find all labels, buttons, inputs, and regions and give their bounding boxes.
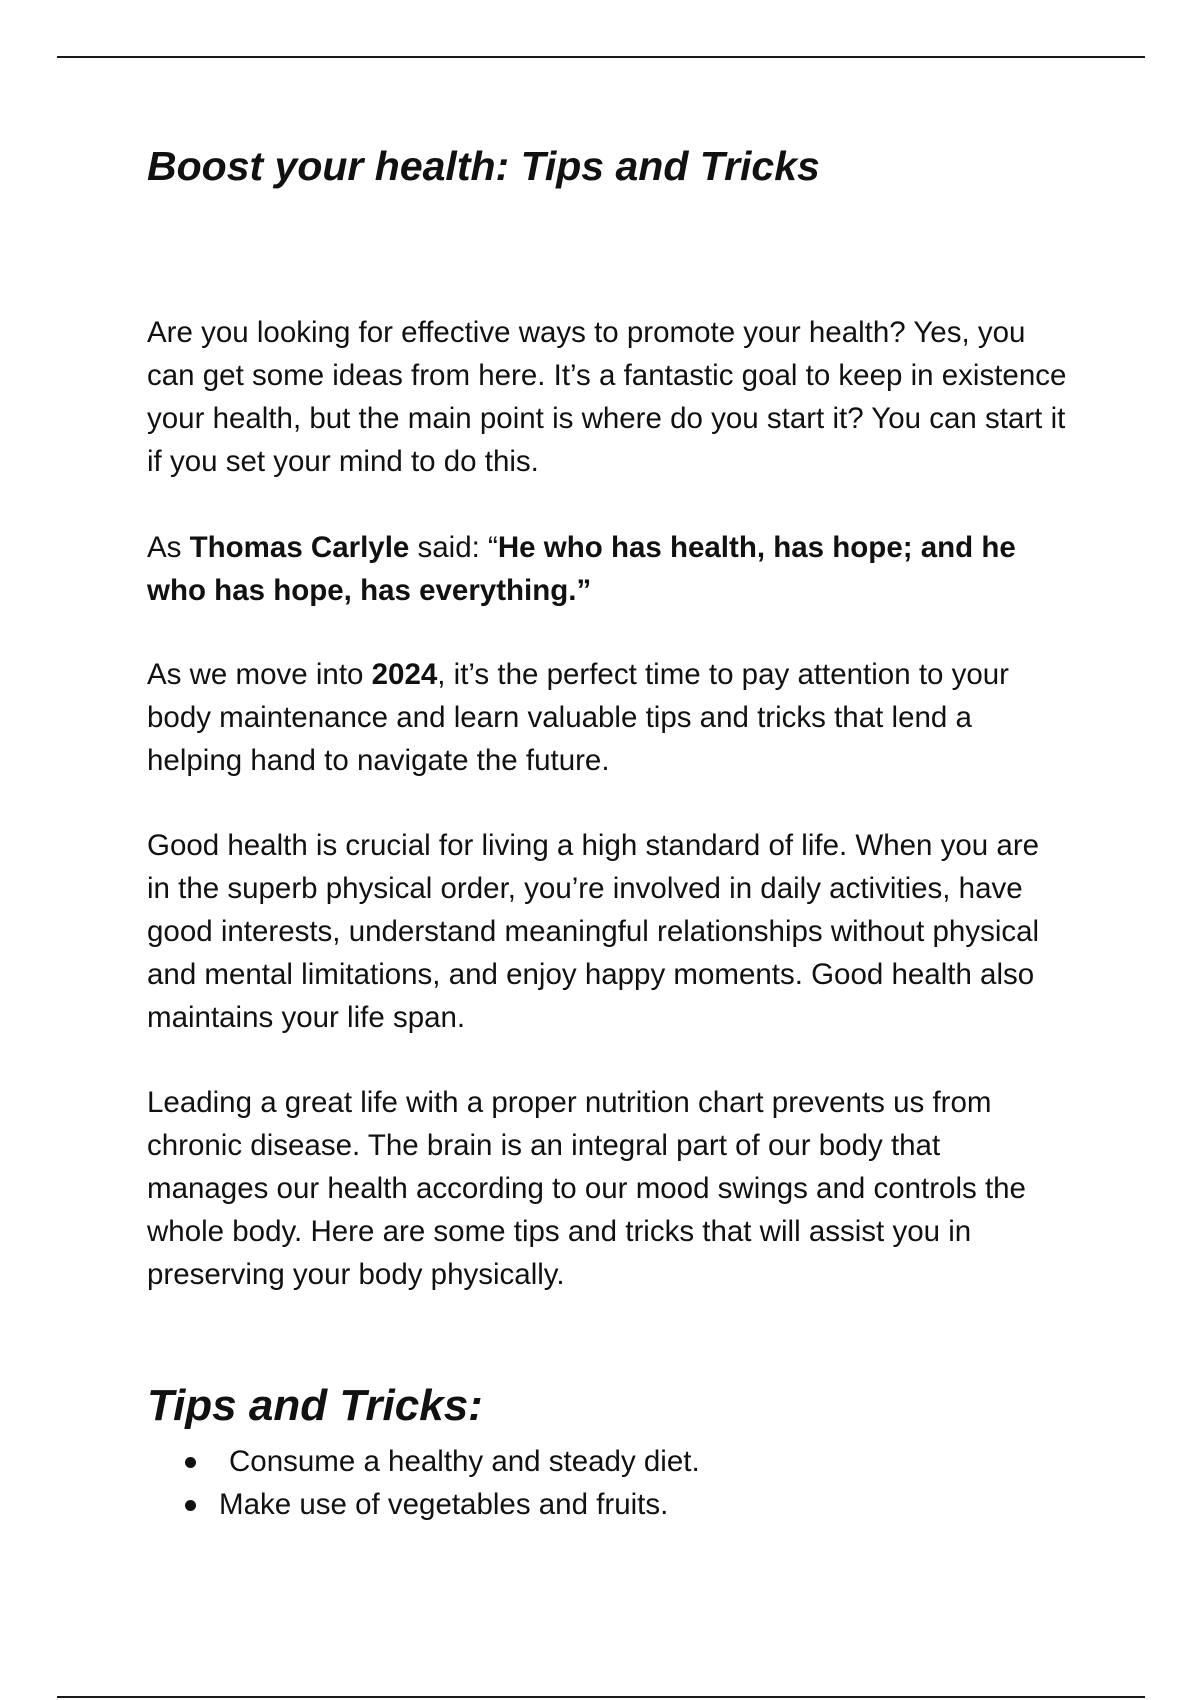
top-rule	[57, 56, 1145, 58]
year-value: 2024	[371, 658, 438, 691]
intro-paragraph: Are you looking for effective ways to promote your health? Yes, you can get some ideas from here. It’s a fantastic goal to keep in existence your health, but the main point is where do you start it? You can start it if you set your mind to do this.	[147, 316, 1067, 478]
quote-author: Thomas Carlyle	[189, 531, 410, 564]
quote-paragraph	[147, 526, 1067, 612]
quote-lead-text: As	[147, 531, 190, 564]
quote-text: He who has health, has hope; and he who has hope, has everything.”	[147, 531, 1016, 607]
year-rest-text: , it’s the perfect time to pay attention to your body maintenance and learn valuable tips and tricks that lend a helping hand to navigate the future.	[147, 658, 1010, 777]
year-paragraph	[147, 653, 1067, 782]
tips-list	[147, 1440, 700, 1526]
document-title: Boost your health: Tips and Tricks	[147, 143, 820, 189]
nutrition-paragraph: Leading a great life with a proper nutrition chart prevents us from chronic disease. The brain is an integral part of our body that manages our health according to our mood swings and controls the whole body. Here are some tips and tricks that will assist you in preserving your body physically.	[147, 1086, 1026, 1291]
quote-said-text: said: “	[409, 531, 498, 564]
list-item-text: Consume a healthy and steady diet.	[229, 1445, 700, 1478]
list-item	[147, 1483, 700, 1526]
list-item	[147, 1440, 700, 1483]
good-health-paragraph: Good health is crucial for living a high standard of life. When you are in the superb physical order, you’re involved in daily activities, have good interests, understand meaningful relationships without physical and mental limitations, and enjoy happy moments. Good health also maintains your life span.	[147, 829, 1040, 1034]
bottom-rule	[57, 1696, 1145, 1698]
bullet-icon	[185, 1457, 196, 1468]
bullet-icon	[185, 1500, 196, 1511]
tips-heading: Tips and Tricks:	[147, 1381, 483, 1430]
list-item-text: Make use of vegetables and fruits.	[219, 1488, 669, 1521]
year-lead-text: As we move into	[147, 658, 372, 691]
